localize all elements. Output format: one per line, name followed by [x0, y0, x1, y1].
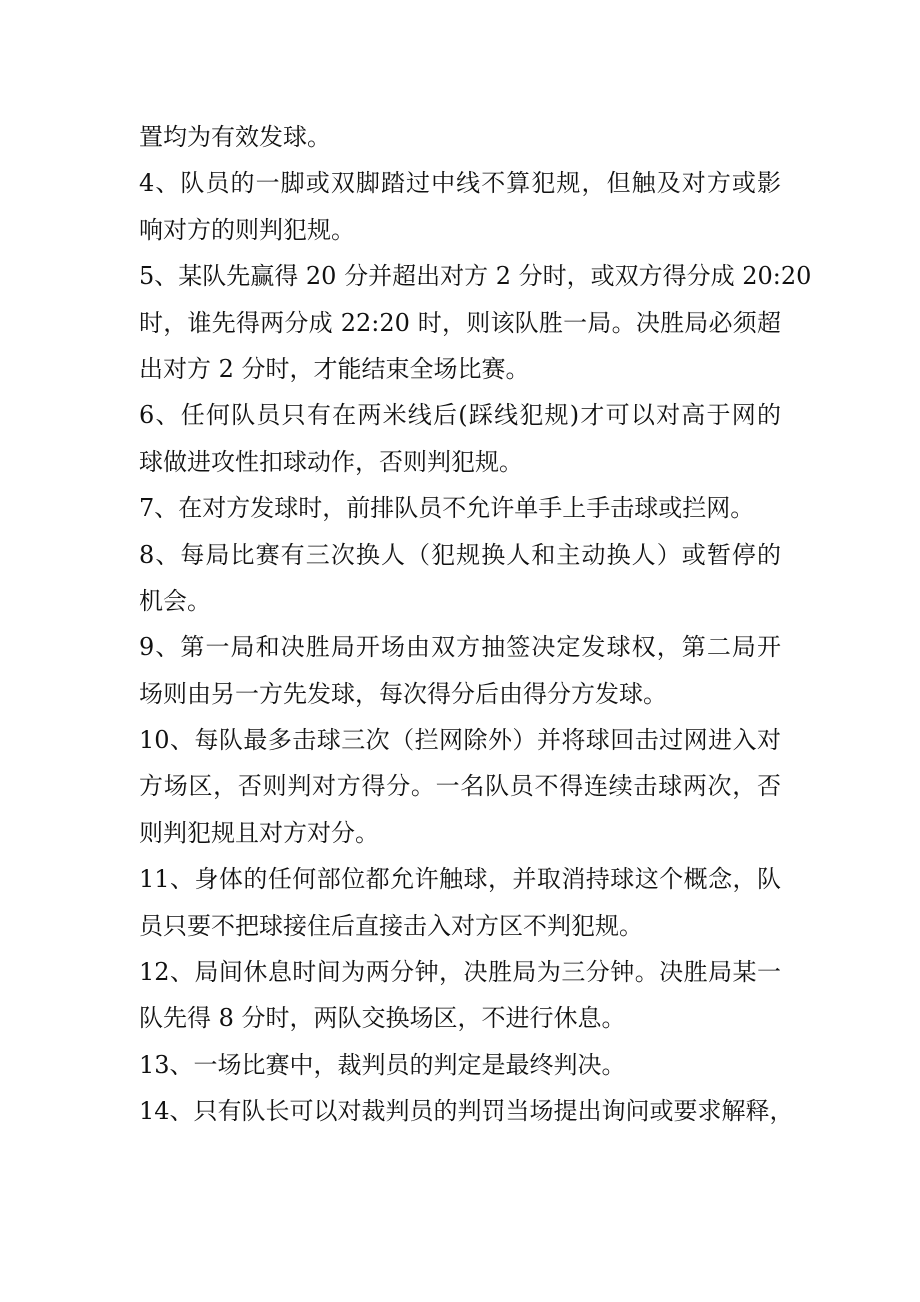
text-line: 响对方的则判犯规。 — [139, 215, 355, 244]
text-line: 时，谁先得两分成 22:20 时，则该队胜一局。决胜局必须超 — [139, 308, 781, 337]
text-line: 则判犯规且对方对分。 — [139, 818, 379, 847]
text-line: 10、每队最多击球三次（拦网除外）并将球回击过网进入对 — [139, 726, 781, 755]
document-body — [139, 114, 812, 1135]
text-line: 12、局间休息时间为两分钟，决胜局为三分钟。决胜局某一 — [139, 958, 781, 987]
text-line: 11、身体的任何部位都允许触球，并取消持球这个概念，队 — [139, 865, 781, 894]
text-line: 员只要不把球接住后直接击入对方区不判犯规。 — [139, 911, 643, 940]
text-line: 13、一场比赛中，裁判员的判定是最终判决。 — [139, 1050, 626, 1079]
text-line: 9、第一局和决胜局开场由双方抽签决定发球权，第二局开 — [139, 633, 781, 662]
text-line: 7、在对方发球时，前排队员不允许单手上手击球或拦网。 — [139, 494, 755, 523]
text-line: 场则由另一方先发球，每次得分后由得分方发球。 — [139, 679, 667, 708]
text-line: 5、某队先赢得 20 分并超出对方 2 分时，或双方得分成 20:20 — [139, 262, 812, 291]
text-line: 8、每局比赛有三次换人（犯规换人和主动换人）或暂停的 — [139, 540, 781, 569]
text-line: 机会。 — [139, 586, 211, 615]
text-line: 球做进攻性扣球动作，否则判犯规。 — [139, 447, 523, 476]
text-line: 队先得 8 分时，两队交换场区，不进行休息。 — [139, 1004, 626, 1033]
text-line: 出对方 2 分时，才能结束全场比赛。 — [139, 354, 530, 383]
text-line: 6、任何队员只有在两米线后(踩线犯规)才可以对高于网的 — [139, 401, 781, 430]
text-line: 4、队员的一脚或双脚踏过中线不算犯规，但触及对方或影 — [139, 169, 781, 198]
text-line: 方场区，否则判对方得分。一名队员不得连续击球两次，否 — [139, 772, 781, 801]
text-line: 置均为有效发球。 — [139, 123, 331, 151]
text-line: 14、只有队长可以对裁判员的判罚当场提出询问或要求解释， — [139, 1097, 794, 1126]
